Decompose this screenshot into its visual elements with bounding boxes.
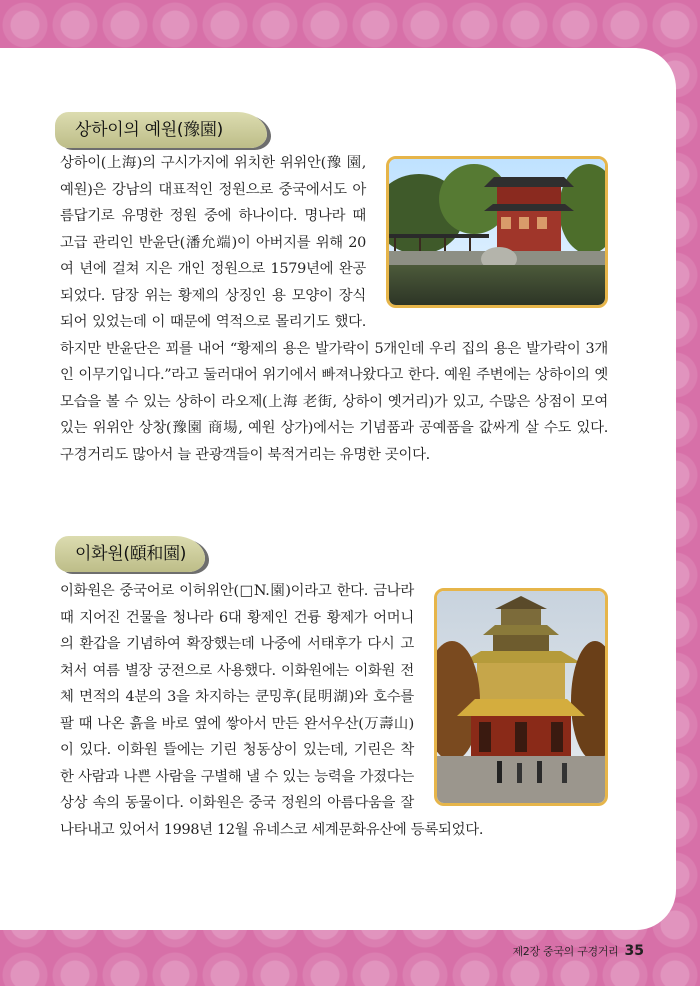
yuyuan-garden-photo [386,156,608,308]
section-paragraph: 상하이(上海)의 구시가지에 위치한 위위안(豫 園, 예원)은 강남의 대표적인 정원으로 중국에서도 아름답기로 유명한 정원 중에 하나이다. 명나라 때 고급 관리인 반윤단(潘允端)이 아버지를 위해 20여 년에 걸쳐 지은 개인 정원으로 1579년에 완공되었다. 담장 위는 황제의 상징인 용 모양이 장식되어 있었는데 이 때문에 역적으로 몰리기도 했다. 하지만 반윤단은 꾀를 내어 “황제의 용은 발가락이 5개인데 우리 집의 용은 발가락이 3개인 이무기입니다.”라고 둘러대어 위기에서 빠져나왔다고 한다. 예원 주변에는 상하이의 옛 모습을 볼 수 있는 상하이 라오제(上海 老街, 상하이 옛거리)가 있고, 수많은 상점이 모여 있는 위위안 상창(豫園 商場, 예원 상가)에서는 기념품과 공예품을 값싸게 살 수도 있다. 구경거리도 많아서 늘 관광객들이 북적거리는 유명한 곳이다. [60,155,608,463]
section-body-yuyuan [60,150,608,468]
section-heading-text: 상하이의 예원(豫園) [75,120,223,140]
section-paragraph: 이화원은 중국어로 이허위안(□N.園)이라고 한다. 금나라 때 지어진 건물을 청나라 6대 황제인 건륭 황제가 어머니의 환갑을 기념하여 확장했는데 나중에 서태후가 다시 고쳐서 여름 별장 궁전으로 사용했다. 이화원에는 이화원 전체 면적의 4분의 3을 차지하는 쿤밍후(昆明湖)와 호수를 팔 때 나온 흙을 바로 옆에 쌓아서 만든 완서우산(万壽山)이 있다. 이화원 뜰에는 기린 청동상이 있는데, 기린은 착한 사람과 나쁜 사람을 구별해 낼 수 있는 능력을 가졌다는 상상 속의 동물이다. 이화원은 중국 정원의 아름다움을 잘 나타내고 있어서 1998년 12월 유네스코 세계문화유산에 등록되었다. [60,583,484,838]
section-heading-yuyuan [55,112,223,148]
page-number: 35 [624,943,644,959]
chapter-title: 제2장 중국의 구경거리 [512,945,619,958]
page-footer [512,943,644,959]
section-heading-yiheyuan [55,536,186,572]
section-body-yiheyuan [60,578,608,843]
section-heading-text: 이화원(頤和園) [75,544,187,564]
summer-palace-photo [434,588,608,806]
